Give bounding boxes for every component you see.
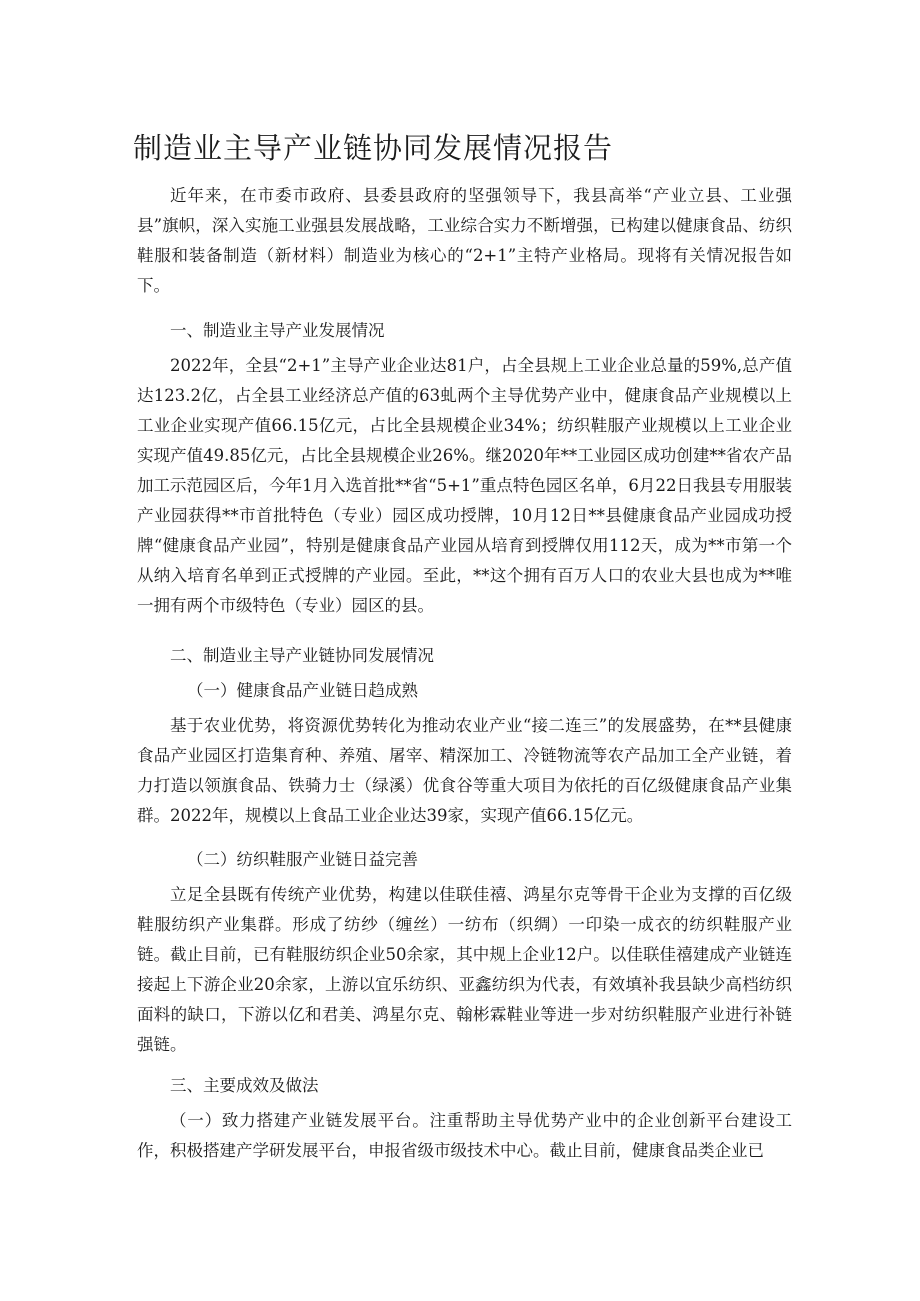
intro-paragraph: 近年来，在市委市政府、县委县政府的坚强领导下，我县高举“产业立县、工业强县”旗帜，深入实施工业强县发展战略，工业综合实力不断增强，已构建以健康食品、纺织鞋服和装备制造（新材料）制造业为核心的“2+1”主特产业格局。现将有关情况报告如下。 — [137, 186, 792, 295]
subsection-heading-2-2: （二）纺织鞋服产业链日益完善 — [187, 850, 418, 869]
subsection-2-2-paragraph: 立足全县既有传统产业优势，构建以佳联佳禧、鸿星尔克等骨干企业为支撑的百亿级鞋服纺织产业集群。形成了纺纱（缠丝）一纺布（织绸）一印染一成衣的纺织鞋服产业链。截止目前，已有鞋服纺织企业50余家，其中规上企业12户。以佳联佳禧建成产业链连接起上下游企业20余家，上游以宜乐纺织、亚鑫纺织为代表，有效填补我县缺少高档纺织面料的缺口，下游以亿和君美、鸿星尔克、翰彬霖鞋业等进一步对纺织鞋服产业进行补链强链。 — [137, 885, 792, 1054]
document-title: 制造业主导产业链协同发展情况报告 — [133, 131, 614, 165]
section-heading-3: 三、主要成效及做法 — [170, 1076, 319, 1095]
subsection-heading-2-1: （一）健康食品产业链日趋成熟 — [187, 681, 418, 700]
section-heading-1: 一、制造业主导产业发展情况 — [170, 321, 385, 340]
section-1-paragraph: 2022年，全县“2+1”主导产业企业达81户，占全县规上工业企业总量的59%,总产值达123.2亿，占全县工业经济总产值的63虬两个主导优势产业中，健康食品产业规模以上工业企业实现产值66.15亿元，占比全县规模企业34%；纺织鞋服产业规模以上工业企业实现产值49.85亿元，占比全县规模企业26%。继2020年**工业园区成功创建**省农产品加工示范园区后，今年1月入选首批**省“5+1”重点特色园区名单，6月22日我县专用服装产业园获得**市首批特色（专业）园区成功授牌，10月12日**县健康食品产业园成功授牌“健康食品产业园”，特别是健康食品产业园从培育到授牌仅用112天，成为**市第一个从纳入培育名单到正式授牌的产业园。至此，**这个拥有百万人口的农业大县也成为**唯一拥有两个市级特色（专业）园区的县。 — [137, 356, 792, 615]
subsection-2-1-paragraph: 基于农业优势，将资源优势转化为推动农业产业“接二连三”的发展盛势，在**县健康食品产业园区打造集育种、养殖、屠宰、精深加工、冷链物流等农产品加工全产业链，着力打造以领旗食品、铁骑力士（绿溪）优食谷等重大项目为依托的百亿级健康食品产业集群。2022年，规模以上食品工业企业达39家，实现产值66.15亿元。 — [137, 716, 792, 825]
section-heading-2: 二、制造业主导产业链协同发展情况 — [170, 646, 434, 665]
section-3-paragraph: （一）致力搭建产业链发展平台。注重帮助主导优势产业中的企业创新平台建设工作，积极搭建产学研发展平台，申报省级市级技术中心。截止目前，健康食品类企业已 — [137, 1111, 792, 1160]
